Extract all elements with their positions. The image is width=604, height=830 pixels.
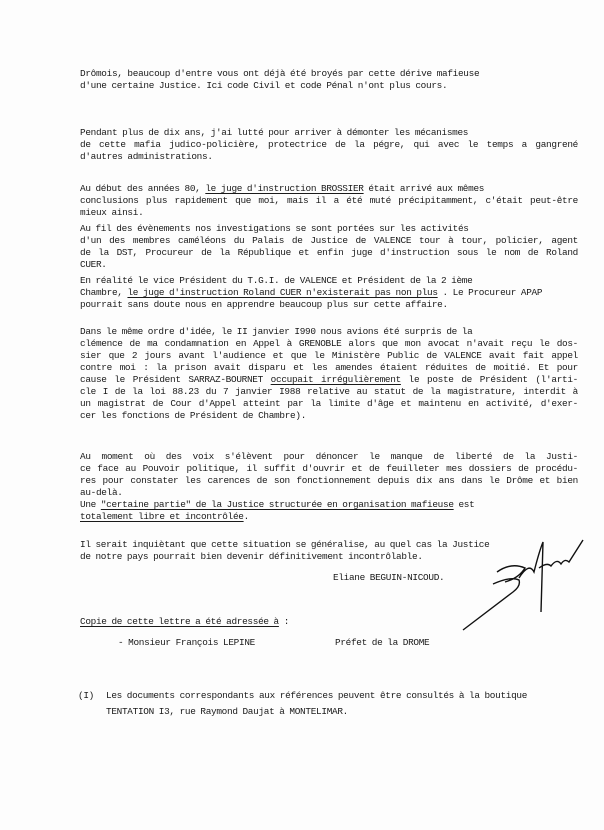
p7-line-2: ce face au Pouvoir politique, il suffit d'ouvrir et de feuilleter mes dossiers de procédu- xyxy=(80,463,578,474)
p7-line-4: au-delà. xyxy=(80,487,123,498)
underlined-irregular: occupait irrégulièrement xyxy=(270,374,401,385)
p5-line-2 xyxy=(80,287,542,299)
copy-heading-line xyxy=(80,616,289,628)
p3-line-2: conclusions plus rapidement que moi, mais il a été muté précipitamment, c'était peut-être xyxy=(80,195,578,206)
underlined-uncontrolled: totalement libre et incontrôlée xyxy=(80,511,244,522)
p6-line-6: cle I de la loi 88.23 du 7 janvier I988 relative au statut de la magistrature, interdit à xyxy=(80,386,578,397)
p6-line-5-post: le poste de Président (l'arti- xyxy=(400,374,578,385)
p1-line-1: Drômois, beaucoup d'entre vous ont déjà été broyés par cette dérive mafieuse xyxy=(80,68,480,79)
p3-line-1-post: était arrivé aux mêmes xyxy=(363,183,485,194)
p8-line-1-post: est xyxy=(453,499,475,510)
footnote-line-1: Les documents correspondants aux références peuvent être consultés à la boutique xyxy=(106,690,528,701)
p9-line-2: de notre pays pourrait bien devenir définitivement incontrôlable. xyxy=(80,551,423,562)
signatory-name: Eliane BEGUIN-NICOUD. xyxy=(333,572,445,583)
p6-line-5-pre: cause le Président SARRAZ-BOURNET xyxy=(80,374,271,385)
copy-recipient-title: Préfet de la DROME xyxy=(335,637,430,648)
p9-line-1: Il serait inquiètant que cette situation se généralise, au quel cas la Justice xyxy=(80,539,490,550)
p2-line-1: Pendant plus de dix ans, j'ai lutté pour arriver à démonter les mécanismes xyxy=(80,127,469,138)
p3-line-1 xyxy=(80,183,484,195)
p6-line-1: Dans le même ordre d'idée, le II janvier I990 nous avions été surpris de la xyxy=(80,326,473,337)
p4-line-1: Au fil des évènements nos investigations se sont portées sur les activités xyxy=(80,223,469,234)
p7-line-3: res pour constater les carences de son fonctionnement depuis dix ans dans le Drôme et bien xyxy=(80,475,578,486)
p1-line-2: d'une certaine Justice. Ici code Civil et code Pénal n'ont plus cours. xyxy=(80,80,448,91)
p5-line-2-pre: Chambre, xyxy=(80,287,128,298)
p4-line-4: CUER. xyxy=(80,259,107,270)
p2-line-3: d'autres administrations. xyxy=(80,151,213,162)
p5-line-2-post: . Le Procureur APAP xyxy=(437,287,543,298)
footnote-marker: (I) xyxy=(78,690,94,701)
copy-recipient: - Monsieur François LEPINE xyxy=(118,637,255,648)
p8-line-2 xyxy=(80,511,249,523)
p3-line-3: mieux ainsi. xyxy=(80,207,144,218)
p8-line-2-post: . xyxy=(243,511,249,522)
p3-line-1-pre: Au début des années 80, xyxy=(80,183,206,194)
p5-line-3: pourrait sans doute nous en apprendre beaucoup plus sur cette affaire. xyxy=(80,299,448,310)
handwritten-signature xyxy=(455,528,585,638)
p6-line-7: un magistrat de Cour d'Appel atteint par la limite d'âge et maintenu en activité, d'exer- xyxy=(80,398,578,409)
p6-line-2: clémence de ma condamnation en Appel à GRENOBLE alors que mon avocat n'avait reçu le dos- xyxy=(80,338,578,349)
p8-line-1 xyxy=(80,499,474,511)
copy-heading-colon: : xyxy=(278,616,290,627)
underlined-judge-cuer: le juge d'instruction Roland CUER n'existerait pas non plus xyxy=(127,287,438,298)
p7-line-1: Au moment où des voix s'élèvent pour dénoncer le manque de liberté de la Justi- xyxy=(80,451,578,462)
p4-line-2: d'un des membres caméléons du Palais de Justice de VALENCE tour à tour, policier, agent xyxy=(80,235,578,246)
footnote-line-2: TENTATION I3, rue Raymond Daujat à MONTELIMAR. xyxy=(106,706,348,717)
underlined-judge-brossier: le juge d'instruction BROSSIER xyxy=(205,183,364,194)
underlined-certain-part: "certaine partie" de la Justice structurée en organisation mafieuse xyxy=(100,499,454,510)
p6-line-5 xyxy=(80,374,578,386)
p8-line-1-pre: Une xyxy=(80,499,101,510)
p6-line-3: sier que 2 jours avant l'audience et que le Ministère Public de VALENCE avait fait appel xyxy=(80,350,578,361)
p6-line-8: cer les fonctions de Président de Chambre). xyxy=(80,410,307,421)
copy-heading: Copie de cette lettre a été adressée à xyxy=(80,616,279,627)
p4-line-3: de la DST, Procureur de la République et enfin juge d'instruction sous le nom de Roland xyxy=(80,247,578,258)
p2-line-2: de cette mafia judico-policière, protectrice de la pégre, qui avec le temps a gangrené xyxy=(80,139,578,150)
p6-line-4: contre moi : la prison avait disparu et les amendes étaient réduites de moitié. Et pour xyxy=(80,362,578,373)
p5-line-1: En réalité le vice Président du T.G.I. de VALENCE et Président de la 2 ième xyxy=(80,275,473,286)
